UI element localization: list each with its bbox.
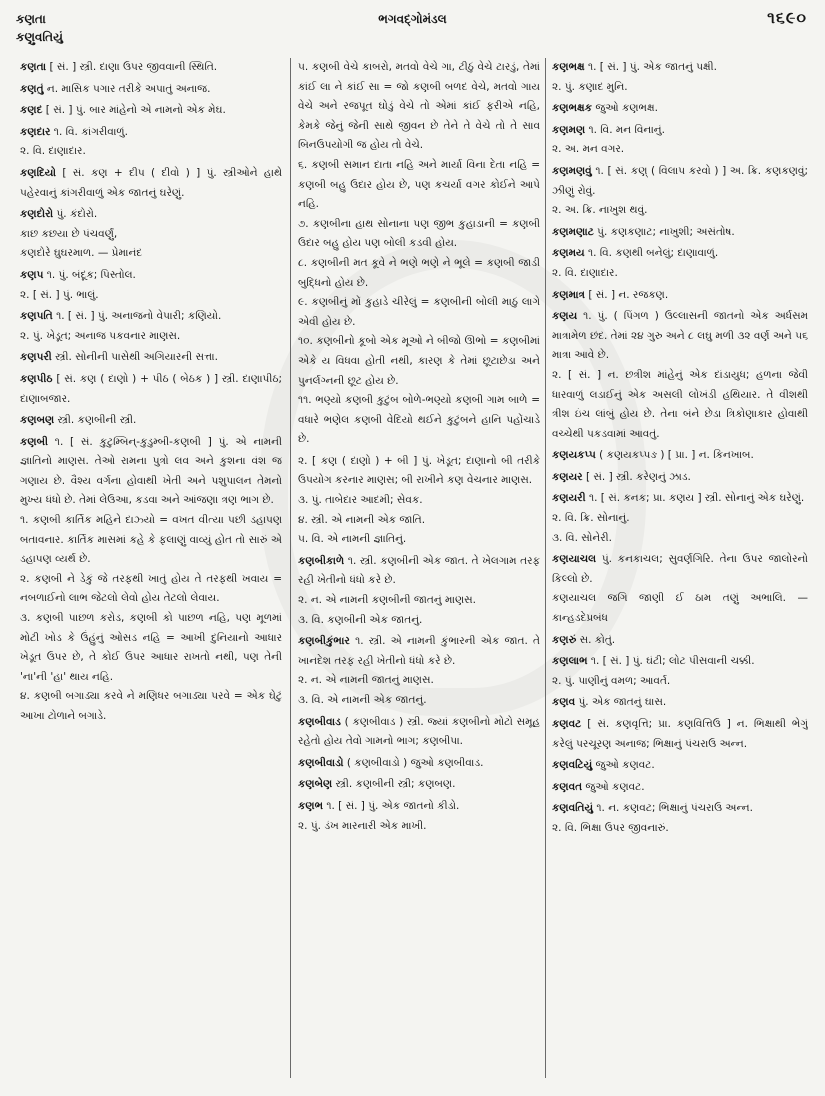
entry-line xyxy=(552,489,808,509)
entry-line xyxy=(298,254,540,293)
definition-text: જુઓ કણવટ. xyxy=(595,759,655,772)
entry-line xyxy=(552,140,808,160)
dictionary-entry xyxy=(552,223,808,243)
page-header xyxy=(0,4,825,44)
entry-line xyxy=(20,570,282,609)
entry-line xyxy=(552,307,808,366)
dictionary-entry xyxy=(20,58,282,78)
dictionary-entry xyxy=(20,411,282,431)
definition-text: ૨. [ સં. ] ન. છત્રીશ માંહેનું એક દાંડાયુધ; હળના જેવી ધારવાળું લડાઈનું એક અસલી લોખંડી હથિયાર. તે વીશથી ત્રીશ ઇંચ લાંબું હોય છે. તેના બંને છેડા ત્રિકોણાકાર હોવાથી વચ્ચેથી પકડવામાં આવતું. xyxy=(552,368,808,440)
definition-text: સ. કોતું. xyxy=(579,633,616,646)
headword: કણદાર xyxy=(20,125,51,138)
entry-line xyxy=(298,591,540,611)
entry-line xyxy=(298,156,540,215)
entry-line xyxy=(552,715,808,754)
entry-line xyxy=(298,491,540,511)
definition-text: સ્ત્રી. સોનીની પાસેથી અગિયારની સત્તા. xyxy=(55,351,218,364)
entry-line xyxy=(298,775,540,795)
entry-line xyxy=(552,121,808,141)
entry-line xyxy=(552,58,808,78)
definition-text: [ સં. કણ + દીપ ( દીવો ) ] પું. સ્ત્રીઓને હાથે પહેરવાનું કાંગરીવાળું એક જાતનું ઘરેણું. xyxy=(20,166,282,199)
definition-text: ( કણયકપ્પઙ ) [ પ્રા. ] ન. કિનખાબ. xyxy=(599,449,754,462)
definition-text: [ સં. કણ ( દાણો ) + પીઠ ( બેઠક ) ] સ્ત્રી. દાણાપીઠ; દાણાબજાર. xyxy=(20,372,282,405)
definition-text: ૧. સ્ત્રી. કણબીની એક જાત. તે ખેલગામ તરફ રહી ખેતીનો ધંધો કરે છે. xyxy=(298,554,540,587)
headword: કણદોરો xyxy=(20,208,54,221)
definition-text: ૨. પું. પાણીનું વમળ; આવર્ત. xyxy=(552,674,671,687)
entry-line xyxy=(20,370,282,409)
headword: કણપીઠ xyxy=(20,372,53,385)
entry-line xyxy=(298,797,540,817)
headword: કણભક્ષક xyxy=(552,102,593,115)
dictionary-entry xyxy=(20,101,282,121)
definition-text: પું. કનકાચલ; સુવર્ણગિરિ. તેના ઉપર જાલોરનો કિલ્લો છે. xyxy=(552,553,808,585)
entry-line xyxy=(298,391,540,450)
dictionary-entry xyxy=(20,123,282,162)
headword: કણદિયો xyxy=(20,166,57,179)
headword: કણભ xyxy=(298,799,323,812)
entry-line xyxy=(552,693,808,713)
definition-text: ૩. કણબી પાછળ કરોડ, કણબી કો પાછળ નહિ, પણ મૂળમાં મોટી ખોડ કે ઉંહુંનું ઓસડ નહિ = આખી દુનિયાનો આધાર ખેડૂત ઉપર છે, તે કોઈ ઉપર આધાર રાખતો નથી, પણ તેની 'ના'ની 'હા' થાય નહિ. xyxy=(20,612,282,683)
entry-line xyxy=(298,215,540,254)
dictionary-entry xyxy=(20,307,282,346)
headword: કણબીવાડ xyxy=(298,715,341,728)
headword: કણરું xyxy=(552,633,577,646)
entry-line xyxy=(298,754,540,774)
page-number: ૧૬૯૦ xyxy=(767,8,807,27)
dictionary-entry xyxy=(298,797,540,836)
entry-line xyxy=(552,819,808,839)
entry-line xyxy=(20,225,282,245)
definition-text: ૪. સ્ત્રી. એ નામની એક જાતિ. xyxy=(298,513,426,526)
dictionary-entry xyxy=(20,266,282,305)
headword: કણમય xyxy=(552,247,585,260)
entry-line xyxy=(298,611,540,631)
entry-line xyxy=(20,687,282,726)
definition-text: પું. એક જાતનું ઘાસ. xyxy=(578,696,667,709)
dictionary-entry xyxy=(298,775,540,795)
definition-text: [ સં. ] સ્ત્રી. કરેણનું ઝાડ. xyxy=(585,470,691,483)
dictionary-entry xyxy=(552,58,808,97)
dictionary-entry xyxy=(298,632,540,710)
dictionary-entry xyxy=(552,693,808,713)
definition-text: ૧. [ સં. કુટુમ્બિન્-કુડુમ્બી-કણબી ] પું. એ નામની જ્ઞાતિનો માણસ. તેઓ રામના પુત્રો લવ અને કુશના વંશ જ ગણાય છે. વૈશ્ય વર્ગના હોવાથી ખેતી અને પશુપાલન તેમનો મુખ્ય ધંધો છે. તેમાં લેઉઆ, કડવા અને આંજણા ત્રણ ભાગ છે. xyxy=(20,435,282,507)
definition-text: ૪. કણબી બગાડ્યા કરવે ને મણિધર બગાડ્યા પરવે = એક ઘેટું આખા ટોળાને બગાડે. xyxy=(20,690,282,722)
definition-text: ૨. પું. કણાદ મુનિ. xyxy=(552,80,628,93)
definition-text: ૩. વિ. એ નામની એક જાતનું. xyxy=(298,694,427,706)
definition-text: ૧. કણબી કાર્તિક મહિને દાઝ્યો = વખત વીત્યા પછી ડહાપણ બતાવનાર. કાર્તિક માસમાં કહે કે ફલાણું વાવ્યું હોત તો સારું એ ડહાપણ વ્યર્થ છે. xyxy=(20,514,282,566)
definition-text: ૨. પું. ખેડૂત; અનાજ પકવનાર માણસ. xyxy=(20,329,181,342)
entry-line xyxy=(552,244,808,264)
headword: કણદ xyxy=(20,104,43,117)
definition-text: ૧. [ સં. ] પું. એક જાતનો કીડો. xyxy=(326,799,460,812)
headword: કણપતિ xyxy=(20,310,53,323)
dictionary-entry xyxy=(552,631,808,651)
entry-line xyxy=(298,452,540,491)
definition-text: ૧. વિ. મન વિનાનું. xyxy=(588,123,665,136)
entry-line xyxy=(552,446,808,466)
definition-text: ૨. કણબી ને ડેકું જે તરફથી ખાતું હોય તે તરફથી ખવાય = નબળાઈનો લાભ જેટલો લેવો હોય તેટલો લેવાય. xyxy=(20,572,282,605)
definition-text: જુઓ કણભક્ષ. xyxy=(595,102,658,115)
dictionary-entry xyxy=(20,348,282,368)
definition-text: ૫. કણબી વેચે કાબરો, મતવો વેચે ગા, ટીઠું વેચે ટારડું, તેમાં કાંઈ લા ને કાંઈ સા = જો કણબી બળદ વેચે, મતવો ગાય વેચે અને રજપૂત ઘોડું વેચે તો એમાં કાંઈ ફરીએ નહિ, કેમકે જેનું જેની સાથે જીવન છે તેને તે વેચે તો તે સાવ બિનઉપયોગી જ હોય તો વેચે. xyxy=(298,61,540,152)
dictionary-entry xyxy=(552,468,808,488)
headword: કણયર xyxy=(552,470,583,483)
definition-text: કાછ કછયા છે પંચવર્ણું, xyxy=(20,227,118,240)
definition-text: ૬. કણબી સમાન દાતા નહિ અને માર્યા વિના દેતા નહિ = કણબી બહુ ઉદાર હોય છે, પણ કચર્યા વગર કોઈને આપે નહિ. xyxy=(298,158,540,211)
definition-text: ૧. વિ. કાંગરીવાળું. xyxy=(53,125,128,138)
dictionary-entry xyxy=(552,550,808,628)
entry-line xyxy=(20,307,282,327)
entry-line xyxy=(20,266,282,286)
headword: કણભક્ષ xyxy=(552,61,585,73)
entry-line xyxy=(298,671,540,691)
dictionary-entry xyxy=(552,244,808,283)
entry-line xyxy=(552,672,808,692)
definition-text: ૫. વિ. એ નામની જ્ઞાતિનું. xyxy=(298,533,407,546)
definition-text: કણદોરે ઘુઘરમાળ. — પ્રેમાનંદ xyxy=(20,247,143,260)
dictionary-entry xyxy=(552,307,808,444)
headword: કણય xyxy=(552,310,578,323)
entry-line xyxy=(298,691,540,711)
entry-line xyxy=(298,713,540,752)
entry-line xyxy=(298,552,540,591)
entry-line xyxy=(552,799,808,819)
entry-line xyxy=(20,80,282,100)
definition-text: ૧. [ સં. ] પું. ઘંટી; લોટ પીસવાની ચક્કી. xyxy=(590,655,755,668)
dictionary-entry xyxy=(552,489,808,548)
entry-line xyxy=(552,223,808,243)
definition-text: ૨. પું. ડંખ મારનારી એક માખી. xyxy=(298,819,427,832)
dictionary-entry xyxy=(298,754,540,774)
definition-text: ૨. વિ. ભિક્ષા ઉપર જીવનારું. xyxy=(552,821,669,834)
entry-line xyxy=(298,530,540,550)
definition-text: ૨. અ. મન વગર. xyxy=(552,143,625,156)
entry-line xyxy=(20,609,282,687)
entry-line xyxy=(20,244,282,264)
entry-line xyxy=(298,58,540,156)
definition-text: ૨. વિ. દાણાદાર. xyxy=(552,266,618,279)
definition-text: ન. માસિક પગાર તરીકે અપાતું અનાજ. xyxy=(46,82,211,95)
entry-line xyxy=(20,164,282,203)
entry-line xyxy=(20,205,282,225)
dictionary-entry xyxy=(552,652,808,691)
definition-text: [ સં. ] ન. રજકણ. xyxy=(588,288,669,301)
definition-text: ૧. પું. ( પિંગળ ) ઉલ્લાસની જાતનો એક અર્ધસમ માત્રામેળ છંદ. તેમાં ૨૪ ગુરુ અને ૮ લઘુ મળી ૩૨ વર્ણ અને ૫૬ માત્રા આવે છે. xyxy=(552,310,808,362)
headword: કણમણાટ xyxy=(552,225,594,238)
entry-line xyxy=(298,511,540,531)
headword: કણયાચલ xyxy=(552,553,597,566)
definition-text: ૧. ન. કણવટ; ભિક્ષાનું પંચરાઉ અન્ન. xyxy=(596,802,753,815)
entry-line xyxy=(552,589,808,628)
entry-line xyxy=(20,411,282,431)
entry-line xyxy=(552,264,808,284)
definition-text: જુઓ કણવટ. xyxy=(585,780,645,793)
entry-line xyxy=(552,529,808,549)
headword: કણવટ xyxy=(552,718,582,730)
headword: કણવ xyxy=(552,696,576,709)
definition-text: સ્ત્રી. કણબીની સ્ત્રી. xyxy=(57,414,137,427)
headword: કણલાભ xyxy=(552,655,588,668)
entry-line xyxy=(552,468,808,488)
entry-line xyxy=(552,162,808,201)
dictionary-entry xyxy=(298,552,540,630)
definition-text: ૧. [ સં. કનક; પ્રા. કણય ] સ્ત્રી. સોનાનું એક ઘરેણું. xyxy=(588,492,805,505)
entry-line xyxy=(20,433,282,511)
entry-line xyxy=(552,631,808,651)
definition-text: ૧. [ સં. કણ્ ( વિલાપ કરવો ) ] અ. ક્રિ. કણકણવું; ઝીણું રોવું. xyxy=(552,164,808,197)
entry-line xyxy=(298,632,540,671)
definition-text: ૯. કણબીનું મોં કુહાડે ચીરેલું = કણબીની બોલી માઠું લાગે એવી હોય છે. xyxy=(298,296,540,328)
dictionary-entry xyxy=(20,80,282,100)
dictionary-entry xyxy=(552,778,808,798)
definition-text: ૮. કણબીની મત કૂવે ને ભણે ભણે ને ભૂલે = કણબી જાડી બુદ્ધિનો હોય છે. xyxy=(298,256,540,289)
dictionary-entry xyxy=(552,756,808,776)
guide-word-last: કણુવતિયું xyxy=(16,30,63,44)
column-divider xyxy=(545,58,546,1078)
dictionary-entry xyxy=(20,205,282,264)
headword: કણબી xyxy=(20,435,49,448)
definition-text: ૨. ન. એ નામની કણબીની જાતનું માણસ. xyxy=(298,594,476,607)
entry-line xyxy=(20,142,282,162)
definition-text: ૧. [ સં. ] પું. અનાજનો વેપારી; કણિયો. xyxy=(56,310,222,323)
definition-text: ૧૧. ભણ્યો કણબી કુટુંબ બોળે-ભણ્યો કણબી ગામ બાળે = વધારે ભણેલ કણબી વેદિયો થઈને કુટુંબને હાનિ પહોંચાડે છે. xyxy=(298,394,540,446)
definition-text: ૩. વિ. કણબીની એક જાતનું. xyxy=(298,613,423,626)
headword: કણયરી xyxy=(552,492,586,505)
headword: કણબીકાળે xyxy=(298,554,345,567)
headword: કણવતિયું xyxy=(552,802,594,815)
definition-text: ૧. સ્ત્રી. એ નામની કુંભારની એક જાત. તે ખાનદેશ તરફ રહી ખેતીનો ધંધો કરે છે. xyxy=(298,635,540,667)
headword: કણમણ xyxy=(552,123,586,136)
definition-text: ૨. [ કણ ( દાણો ) + બી ] પું. ખેડૂત; દાણાનો બી તરીકે ઉપયોગ કરનાર માણસ; બી રાખીને કણ વેચનાર માણસ. xyxy=(298,454,540,487)
dictionary-entry xyxy=(552,715,808,754)
dictionary-entry xyxy=(298,58,540,450)
column-middle xyxy=(298,58,540,1088)
dictionary-entry xyxy=(20,164,282,203)
headword: કણતું xyxy=(20,82,44,95)
definition-text: ૭. કણબીના હાથ સોનાના પણ જીભ કુહાડાની = કણબી ઉદાર બહુ હોય પણ બોલી કડવી હોય. xyxy=(298,217,540,250)
entry-line xyxy=(552,550,808,589)
dictionary-entry xyxy=(552,446,808,466)
dictionary-entry xyxy=(552,286,808,306)
definition-text: ૨. વિ. ક્રિ. સોનાનું. xyxy=(552,512,630,525)
entry-line xyxy=(20,511,282,570)
headword: કણમાત્ર xyxy=(552,288,586,301)
column-left xyxy=(20,58,282,1088)
headword: કણબણ xyxy=(20,414,55,427)
entry-line xyxy=(20,348,282,368)
definition-text: ૨. [ સં. ] પું. ભાલું. xyxy=(20,288,99,301)
entry-line xyxy=(552,99,808,119)
definition-text: ( કણબીવાડ ) સ્ત્રી. જ્યાં કણબીનો મોટો સમૂહ રહેતો હોય તેવો ગામનો ભાગ; કણબીપા. xyxy=(298,715,540,748)
headword: કણબીકુંભાર xyxy=(298,635,350,648)
dictionary-entry xyxy=(552,121,808,160)
entry-line xyxy=(20,123,282,143)
definition-text: ૧. [ સં. ] પું. એક જાતનું પક્ષી. xyxy=(587,61,718,73)
definition-text: પું. કંદોરો. xyxy=(56,208,98,221)
headword: કણયકપ્પ xyxy=(552,449,596,462)
headword: કણપરી xyxy=(20,351,52,364)
definition-text: [ સં. ] પું. બાર માંહેનો એ નામનો એક મેઘ. xyxy=(45,104,226,117)
dictionary-entry xyxy=(298,713,540,752)
definition-text: ૨. વિ. દાણાદાર. xyxy=(20,145,86,158)
entry-line xyxy=(552,509,808,529)
headword: કણવટિયું xyxy=(552,759,593,772)
definition-text: કણયાચલ જગિ જાણી ઈ ઠામ તણું અભાલિ. — કાન્હડદેપ્રબંધ xyxy=(552,592,808,625)
dictionary-entry xyxy=(20,433,282,727)
headword: કણબીવાડો xyxy=(298,756,344,769)
headword: કણપ xyxy=(20,268,44,281)
definition-text: ૩. પું. તાબેદાર આદમી; સેવક. xyxy=(298,494,423,507)
definition-text: ૧૦. કણબીનો કૂબો એક મૂઓ ને બીજો ઊભો = કણબીમાં એકે ય વિધવા હોતી નથી, કારણ કે તેમાં છૂટાછેડા અને પુનર્લગ્નની છૂટ હોય છે. xyxy=(298,335,540,387)
entry-line xyxy=(552,652,808,672)
definition-text: ૧. પું. બંદૂક; પિસ્તોલ. xyxy=(46,268,136,281)
entry-line xyxy=(552,756,808,776)
entry-line xyxy=(552,286,808,306)
headword: કણબેણ xyxy=(298,778,333,791)
entry-line xyxy=(20,58,282,78)
entry-line xyxy=(552,201,808,221)
entry-line xyxy=(20,327,282,347)
definition-text: ( કણબીવાડો ) જુઓ કણબીવાડ. xyxy=(346,756,484,769)
headword: કણમણવું xyxy=(552,164,592,177)
definition-text: ૨. અ. ક્રિ. નાખુશ થવું. xyxy=(552,204,648,217)
page-title: ભગવદ્ગોમંડલ xyxy=(378,12,447,26)
entry-line xyxy=(20,101,282,121)
dictionary-entry xyxy=(20,370,282,409)
dictionary-entry xyxy=(552,162,808,221)
entry-line xyxy=(298,332,540,391)
entry-line xyxy=(20,286,282,306)
definition-text: ૧. વિ. કણથી બનેલું; દાણાવાળું. xyxy=(587,247,719,260)
headword: કણતા xyxy=(20,61,47,73)
column-right xyxy=(552,58,808,1088)
definition-text: સ્ત્રી. કણબીની સ્ત્રી; કણબણ. xyxy=(335,778,456,791)
dictionary-entry xyxy=(552,799,808,838)
entry-line xyxy=(552,366,808,444)
definition-text: ૩. વિ. સોનેરી. xyxy=(552,531,612,544)
definition-text: પું. કણકણાટ; નાખુશી; અસંતોષ. xyxy=(597,225,735,238)
entry-line xyxy=(552,778,808,798)
headword: કણવત xyxy=(552,780,583,793)
guide-word-first: કણતા xyxy=(16,12,46,26)
definition-text: [ સં. કણવૃત્તિ; પ્રા. કણવિત્તિઉ ] ન. ભિક્ષાથી ભેગું કરેલું પરચૂરણ અનાજ; ભિક્ષાનું પંચરાઉ અન્ન. xyxy=(552,718,808,750)
definition-text: ૨. ન. એ નામની જાતનું માણસ. xyxy=(298,674,434,687)
entry-line xyxy=(298,817,540,837)
entry-line xyxy=(552,78,808,98)
dictionary-entry xyxy=(552,99,808,119)
definition-text: [ સં. ] સ્ત્રી. દાણા ઉપર જીવવાની સ્થિતિ. xyxy=(49,61,218,73)
dictionary-entry xyxy=(298,452,540,550)
entry-line xyxy=(298,293,540,332)
column-divider xyxy=(290,58,291,1078)
